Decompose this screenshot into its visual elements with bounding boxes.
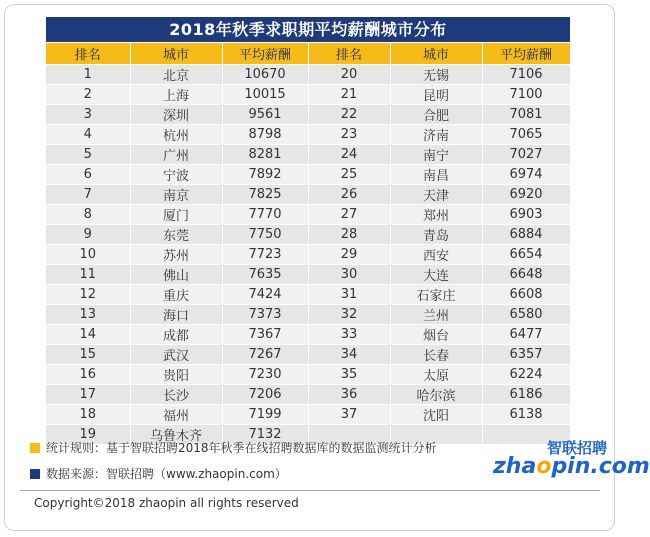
cell-rank: 17 [46, 385, 130, 405]
table-row [46, 365, 570, 385]
cell-city: 乌鲁木齐 [130, 425, 222, 445]
table-row [46, 265, 570, 285]
cell-salary: 6357 [482, 345, 570, 365]
cell-salary: 7106 [482, 65, 570, 85]
cell-salary: 7081 [482, 105, 570, 125]
salary-table [46, 43, 571, 445]
cell-salary: 6608 [482, 285, 570, 305]
cell-rank: 11 [46, 265, 130, 285]
cell-city: 成都 [130, 325, 222, 345]
cell-rank: 21 [308, 85, 390, 105]
table-row [46, 65, 570, 85]
cell-rank: 26 [308, 185, 390, 205]
table-row [46, 165, 570, 185]
cell-city: 厦门 [130, 205, 222, 225]
copyright-text: Copyright©2018 zhaopin all rights reserved [34, 496, 299, 510]
cell-rank: 32 [308, 305, 390, 325]
cell-rank: 1 [46, 65, 130, 85]
cell-rank: 22 [308, 105, 390, 125]
table-row [46, 225, 570, 245]
table-row [46, 325, 570, 345]
table-row [46, 145, 570, 165]
cell-city: 重庆 [130, 285, 222, 305]
cell-salary: 7825 [222, 185, 308, 205]
header-salary: 平均薪酬 [222, 43, 308, 65]
header-city: 城市 [390, 43, 482, 65]
table-row [46, 85, 570, 105]
cell-rank: 5 [46, 145, 130, 165]
cell-salary: 7723 [222, 245, 308, 265]
cell-rank: 6 [46, 165, 130, 185]
cell-salary: 6903 [482, 205, 570, 225]
table-row [46, 385, 570, 405]
cell-salary: 7635 [222, 265, 308, 285]
header-salary: 平均薪酬 [482, 43, 570, 65]
cell-city: 宁波 [130, 165, 222, 185]
data-source-text: 数据来源：智联招聘（www.zhaopin.com） [46, 467, 287, 481]
cell-city: 大连 [390, 265, 482, 285]
cell-rank: 9 [46, 225, 130, 245]
cell-city: 武汉 [130, 345, 222, 365]
cell-city: 合肥 [390, 105, 482, 125]
cell-rank: 12 [46, 285, 130, 305]
cell-city: 昆明 [390, 85, 482, 105]
cell-city: 苏州 [130, 245, 222, 265]
cell-city: 太原 [390, 365, 482, 385]
statistics-rule-text: 统计规则：基于智联招聘2018年秋季在线招聘数据库的数据监测统计分析 [46, 441, 437, 455]
cell-rank: 18 [46, 405, 130, 425]
cell-rank: 24 [308, 145, 390, 165]
cell-salary: 6224 [482, 365, 570, 385]
cell-city: 长春 [390, 345, 482, 365]
table-row [46, 285, 570, 305]
cell-salary: 7770 [222, 205, 308, 225]
cell-city: 深圳 [130, 105, 222, 125]
cell-rank: 14 [46, 325, 130, 345]
header-rank: 排名 [308, 43, 390, 65]
cell-city: 贵阳 [130, 365, 222, 385]
cell-city: 哈尔滨 [390, 385, 482, 405]
cell-rank: 15 [46, 345, 130, 365]
cell-salary: 6580 [482, 305, 570, 325]
blue-square-icon [30, 469, 40, 479]
cell-city: 石家庄 [390, 285, 482, 305]
cell-city: 沈阳 [390, 405, 482, 425]
cell-rank: 10 [46, 245, 130, 265]
cell-rank: 2 [46, 85, 130, 105]
cell-rank: 13 [46, 305, 130, 325]
statistics-rule-note [30, 439, 437, 456]
cell-rank: 8 [46, 205, 130, 225]
cell-salary: 6186 [482, 385, 570, 405]
cell-city: 长沙 [130, 385, 222, 405]
cell-city: 广州 [130, 145, 222, 165]
cell-salary: 7367 [222, 325, 308, 345]
cell-rank: 34 [308, 345, 390, 365]
table-header-row [46, 43, 570, 65]
header-rank: 排名 [46, 43, 130, 65]
cell-rank: 30 [308, 265, 390, 285]
cell-salary: 6654 [482, 245, 570, 265]
cell-salary: 7750 [222, 225, 308, 245]
cell-salary: 7373 [222, 305, 308, 325]
cell-salary: 7892 [222, 165, 308, 185]
cell-city: 青岛 [390, 225, 482, 245]
cell-salary: 7199 [222, 405, 308, 425]
cell-city: 佛山 [130, 265, 222, 285]
cell-city: 上海 [130, 85, 222, 105]
cell-city: 兰州 [390, 305, 482, 325]
cell-salary: 7230 [222, 365, 308, 385]
table-row [46, 205, 570, 225]
cell-city: 烟台 [390, 325, 482, 345]
cell-rank: 28 [308, 225, 390, 245]
cell-salary: 10015 [222, 85, 308, 105]
table-title: 2018年秋季求职期平均薪酬城市分布 [46, 17, 570, 42]
cell-city: 无锡 [390, 65, 482, 85]
cell-rank: 3 [46, 105, 130, 125]
cell-salary: 7267 [222, 345, 308, 365]
cell-rank: 35 [308, 365, 390, 385]
cell-salary: 7100 [482, 85, 570, 105]
data-source-note [30, 465, 287, 482]
cell-salary: 6884 [482, 225, 570, 245]
cell-salary: 9561 [222, 105, 308, 125]
cell-salary: 7206 [222, 385, 308, 405]
table-row [46, 245, 570, 265]
cell-salary: 6138 [482, 405, 570, 425]
logo-chinese-text: 智联招聘 [546, 439, 607, 457]
cell-city: 福州 [130, 405, 222, 425]
cell-salary: 10670 [222, 65, 308, 85]
cell-rank: 25 [308, 165, 390, 185]
cell-rank: 19 [46, 425, 130, 445]
cell-salary: 7132 [222, 425, 308, 445]
cell-salary: 6477 [482, 325, 570, 345]
header-city: 城市 [130, 43, 222, 65]
zhaopin-logo [493, 437, 650, 485]
cell-rank: 7 [46, 185, 130, 205]
cell-city: 济南 [390, 125, 482, 145]
cell-salary: 8281 [222, 145, 308, 165]
cell-city: 郑州 [390, 205, 482, 225]
cell-salary: 6648 [482, 265, 570, 285]
cell-salary: 6920 [482, 185, 570, 205]
cell-city: 北京 [130, 65, 222, 85]
table-row [46, 305, 570, 325]
cell-rank: 20 [308, 65, 390, 85]
cell-rank: 29 [308, 245, 390, 265]
table-row [46, 125, 570, 145]
footer-divider [20, 490, 600, 491]
cell-rank: 33 [308, 325, 390, 345]
cell-rank: 4 [46, 125, 130, 145]
cell-rank: 23 [308, 125, 390, 145]
cell-city: 南宁 [390, 145, 482, 165]
cell-salary: 7065 [482, 125, 570, 145]
table-row [46, 185, 570, 205]
cell-salary: 6974 [482, 165, 570, 185]
cell-city: 东莞 [130, 225, 222, 245]
cell-city: 南京 [130, 185, 222, 205]
table-body [46, 65, 570, 445]
cell-rank: 36 [308, 385, 390, 405]
cell-city: 西安 [390, 245, 482, 265]
table-row [46, 105, 570, 125]
cell-rank: 31 [308, 285, 390, 305]
yellow-square-icon [30, 443, 40, 453]
cell-salary: 7424 [222, 285, 308, 305]
table-row [46, 405, 570, 425]
cell-rank: 37 [308, 405, 390, 425]
cell-city: 南昌 [390, 165, 482, 185]
cell-city: 杭州 [130, 125, 222, 145]
logo-domain-text: zhaopin.com [493, 454, 650, 479]
cell-salary: 7027 [482, 145, 570, 165]
cell-salary: 8798 [222, 125, 308, 145]
cell-city: 天津 [390, 185, 482, 205]
table-row [46, 345, 570, 365]
cell-rank: 27 [308, 205, 390, 225]
cell-rank: 16 [46, 365, 130, 385]
cell-city: 海口 [130, 305, 222, 325]
